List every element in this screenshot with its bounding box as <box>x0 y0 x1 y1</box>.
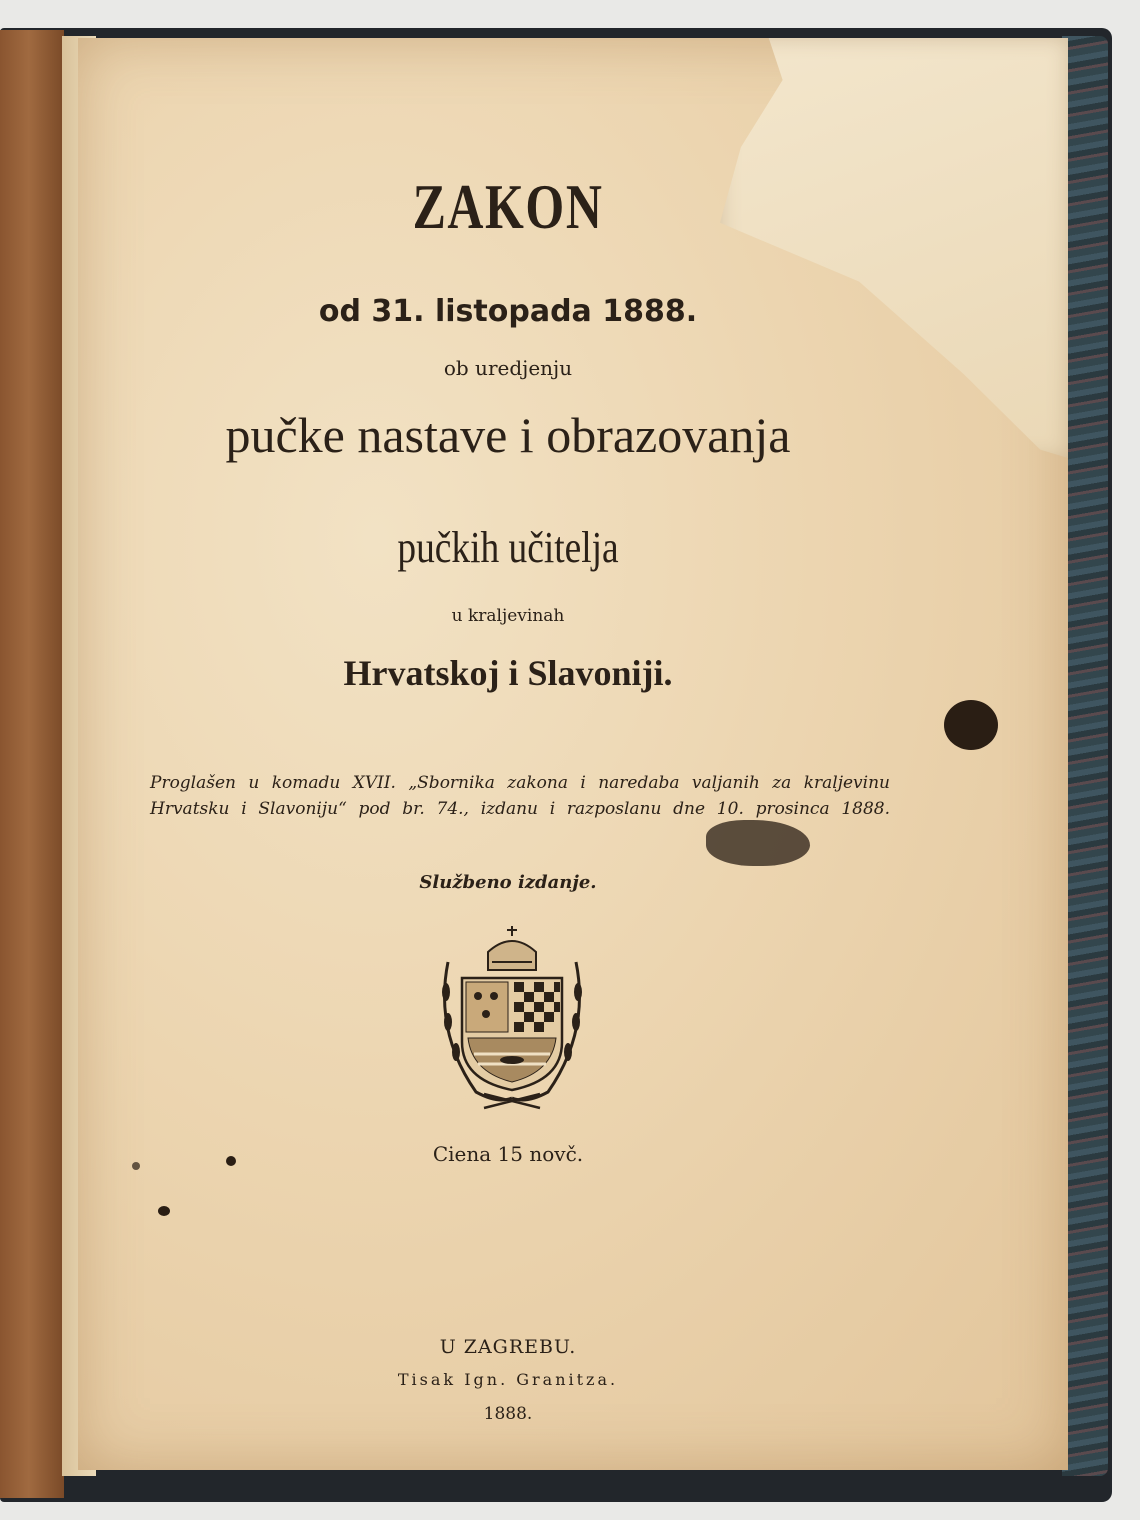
marbled-edge <box>1062 36 1108 1476</box>
left-board <box>0 30 64 1498</box>
printer-line: Tisak Ign. Granitza. <box>397 1370 619 1389</box>
place-line: U ZAGREBU. <box>439 1336 577 1358</box>
price-line: Ciena 15 novč. <box>432 1142 584 1166</box>
kingdoms-intro: u kraljevinah <box>451 606 565 626</box>
edition-line: Službeno izdanje. <box>419 872 597 893</box>
document-title: ZAKON <box>412 171 604 242</box>
proclamation-text <box>150 770 890 822</box>
year-line: 1888. <box>483 1404 533 1424</box>
subject-line-2: pučkih učitelja <box>397 523 619 572</box>
ink-speck <box>158 1206 170 1216</box>
date-line: od 31. listopada 1888. <box>318 294 698 329</box>
ink-stain <box>944 700 998 750</box>
proclamation-line-1: Proglašen u komadu XVII. „Sbornika zakona i naredaba valjanih za kraljevinu <box>150 773 890 793</box>
ob-line: ob uredjenju <box>443 356 573 380</box>
coat-of-arms-icon <box>428 922 596 1112</box>
ink-smudge <box>706 820 810 866</box>
subject-line-1: pučke nastave i obrazovanja <box>225 407 791 463</box>
proclamation-line-2: Hrvatsku i Slavoniju“ pod br. 74., izdanu i razposlanu dne 10. prosinca 1888. <box>150 799 890 819</box>
kingdoms-line: Hrvatskoj i Slavoniji. <box>343 653 673 693</box>
